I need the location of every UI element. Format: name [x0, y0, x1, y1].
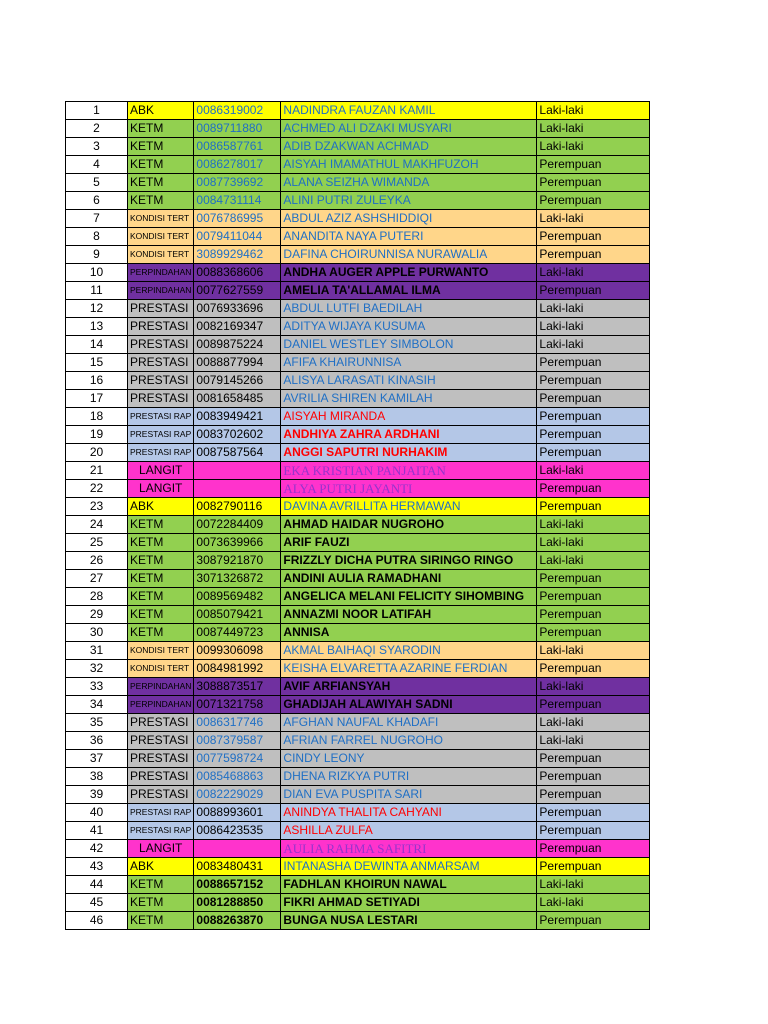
student-name-cell[interactable]: FRIZZLY DICHA PUTRA SIRINGO RINGO [281, 552, 537, 570]
student-id-cell[interactable]: 0086317746 [194, 714, 281, 732]
category-cell[interactable]: KETM [128, 138, 194, 156]
category-cell[interactable]: PRESTASI [128, 714, 194, 732]
category-cell[interactable]: PRESTASI RAP [128, 426, 194, 444]
gender-cell[interactable]: Laki-laki [537, 462, 650, 480]
student-name-cell[interactable]: AMELIA TA'ALLAMAL ILMA [281, 282, 537, 300]
category-cell[interactable]: PRESTASI [128, 390, 194, 408]
student-name-cell[interactable]: ANNISA [281, 624, 537, 642]
category-cell[interactable]: PRESTASI RAP [128, 804, 194, 822]
category-cell[interactable]: KETM [128, 516, 194, 534]
student-id-cell[interactable]: 0083702602 [194, 426, 281, 444]
row-number-cell[interactable]: 2 [66, 120, 128, 138]
row-number-cell[interactable]: 35 [66, 714, 128, 732]
student-id-cell[interactable]: 3088873517 [194, 678, 281, 696]
row-number-cell[interactable]: 3 [66, 138, 128, 156]
category-cell[interactable]: PRESTASI [128, 318, 194, 336]
gender-cell[interactable]: Perempuan [537, 570, 650, 588]
student-id-cell[interactable]: 0071321758 [194, 696, 281, 714]
student-id-cell[interactable]: 0081288850 [194, 894, 281, 912]
table-row [66, 282, 650, 300]
gender-cell[interactable]: Perempuan [537, 480, 650, 498]
student-name-cell[interactable]: AVRILIA SHIREN KAMILAH [281, 390, 537, 408]
table-row [66, 102, 650, 120]
student-table [65, 101, 650, 930]
row-number-cell[interactable]: 46 [66, 912, 128, 930]
gender-cell[interactable]: Perempuan [537, 768, 650, 786]
student-id-cell[interactable]: 0085079421 [194, 606, 281, 624]
table-row [66, 894, 650, 912]
student-id-cell[interactable]: 3087921870 [194, 552, 281, 570]
category-cell[interactable]: KETM [128, 912, 194, 930]
student-id-cell[interactable] [194, 480, 281, 498]
table-row [66, 426, 650, 444]
gender-cell[interactable]: Laki-laki [537, 264, 650, 282]
student-id-cell[interactable]: 0079145266 [194, 372, 281, 390]
row-number-cell[interactable]: 13 [66, 318, 128, 336]
gender-cell[interactable]: Laki-laki [537, 678, 650, 696]
category-cell[interactable]: KETM [128, 588, 194, 606]
student-name-cell[interactable]: INTANASHA DEWINTA ANMARSAM [281, 858, 537, 876]
student-name-cell[interactable]: ANNAZMI NOOR LATIFAH [281, 606, 537, 624]
gender-cell[interactable]: Perempuan [537, 912, 650, 930]
gender-cell[interactable]: Perempuan [537, 498, 650, 516]
category-cell[interactable]: PRESTASI [128, 372, 194, 390]
category-cell[interactable]: PRESTASI RAP [128, 822, 194, 840]
gender-cell[interactable]: Perempuan [537, 426, 650, 444]
student-id-cell[interactable]: 0086423535 [194, 822, 281, 840]
student-name-cell[interactable]: AISYAH IMAMATHUL MAKHFUZOH [281, 156, 537, 174]
student-id-cell[interactable]: 0084731114 [194, 192, 281, 210]
table-row [66, 804, 650, 822]
student-name-cell[interactable]: DAVINA AVRILLITA HERMAWAN [281, 498, 537, 516]
student-id-cell[interactable]: 0087739692 [194, 174, 281, 192]
student-name-cell[interactable]: ACHMED ALI DZAKI MUSYARI [281, 120, 537, 138]
table-row [66, 858, 650, 876]
table-row [66, 408, 650, 426]
row-number-cell[interactable]: 12 [66, 300, 128, 318]
table-row [66, 354, 650, 372]
gender-cell[interactable]: Laki-laki [537, 102, 650, 120]
row-number-cell[interactable]: 9 [66, 246, 128, 264]
row-number-cell[interactable]: 41 [66, 822, 128, 840]
student-name-cell[interactable]: DAFINA CHOIRUNNISA NURAWALIA [281, 246, 537, 264]
gender-cell[interactable]: Perempuan [537, 174, 650, 192]
row-number-cell[interactable]: 19 [66, 426, 128, 444]
gender-cell[interactable]: Perempuan [537, 156, 650, 174]
student-name-cell[interactable]: DHENA RIZKYA PUTRI [281, 768, 537, 786]
student-name-cell[interactable]: KEISHA ELVARETTA AZARINE FERDIAN [281, 660, 537, 678]
row-number-cell[interactable]: 20 [66, 444, 128, 462]
student-name-cell[interactable]: ANDHIYA ZAHRA ARDHANI [281, 426, 537, 444]
row-number-cell[interactable]: 6 [66, 192, 128, 210]
student-id-cell[interactable]: 0088263870 [194, 912, 281, 930]
student-id-cell[interactable]: 0084981992 [194, 660, 281, 678]
row-number-cell[interactable]: 5 [66, 174, 128, 192]
student-id-cell[interactable] [194, 462, 281, 480]
table-row [66, 336, 650, 354]
student-id-cell[interactable]: 0089875224 [194, 336, 281, 354]
student-name-cell[interactable]: FIKRI AHMAD SETIYADI [281, 894, 537, 912]
table-row [66, 606, 650, 624]
category-cell[interactable]: LANGIT [128, 480, 194, 498]
row-number-cell[interactable]: 28 [66, 588, 128, 606]
table-row [66, 642, 650, 660]
student-name-cell[interactable]: ASHILLA ZULFA [281, 822, 537, 840]
gender-cell[interactable]: Perempuan [537, 840, 650, 858]
student-id-cell[interactable]: 0088993601 [194, 804, 281, 822]
student-id-cell[interactable]: 0082229029 [194, 786, 281, 804]
row-number-cell[interactable]: 11 [66, 282, 128, 300]
category-cell[interactable]: PRESTASI [128, 768, 194, 786]
gender-cell[interactable]: Laki-laki [537, 300, 650, 318]
student-id-cell[interactable]: 0086587761 [194, 138, 281, 156]
table-row [66, 768, 650, 786]
row-number-cell[interactable]: 10 [66, 264, 128, 282]
category-cell[interactable]: PRESTASI [128, 786, 194, 804]
student-id-cell[interactable]: 0087379587 [194, 732, 281, 750]
gender-cell[interactable]: Perempuan [537, 408, 650, 426]
category-cell[interactable]: KETM [128, 570, 194, 588]
gender-cell[interactable]: Laki-laki [537, 516, 650, 534]
gender-cell[interactable]: Laki-laki [537, 120, 650, 138]
category-cell[interactable]: ABK [128, 102, 194, 120]
table-row [66, 174, 650, 192]
student-name-cell[interactable]: AULIA RAHMA SAFITRI [281, 840, 537, 858]
student-name-cell[interactable]: ALISYA LARASATI KINASIH [281, 372, 537, 390]
row-number-cell[interactable]: 15 [66, 354, 128, 372]
table-row [66, 696, 650, 714]
table-row [66, 120, 650, 138]
row-number-cell[interactable]: 26 [66, 552, 128, 570]
student-name-cell[interactable]: ABDUL AZIZ ASHSHIDDIQI [281, 210, 537, 228]
table-row [66, 138, 650, 156]
table-row [66, 516, 650, 534]
gender-cell[interactable]: Laki-laki [537, 894, 650, 912]
gender-cell[interactable]: Perempuan [537, 372, 650, 390]
row-number-cell[interactable]: 30 [66, 624, 128, 642]
gender-cell[interactable]: Laki-laki [537, 876, 650, 894]
table-row [66, 876, 650, 894]
category-cell[interactable]: KETM [128, 624, 194, 642]
row-number-cell[interactable]: 22 [66, 480, 128, 498]
gender-cell[interactable]: Perempuan [537, 606, 650, 624]
table-row [66, 534, 650, 552]
student-id-cell[interactable]: 0088877994 [194, 354, 281, 372]
student-id-cell[interactable]: 0082790116 [194, 498, 281, 516]
student-id-cell[interactable]: 3071326872 [194, 570, 281, 588]
table-row [66, 714, 650, 732]
student-name-cell[interactable]: ALYA PUTRI JAYANTI [281, 480, 537, 498]
category-cell[interactable]: KONDISI TERT [128, 246, 194, 264]
student-name-cell[interactable]: ANINDYA THALITA CAHYANI [281, 804, 537, 822]
student-id-cell[interactable]: 3089929462 [194, 246, 281, 264]
student-name-cell[interactable]: AHMAD HAIDAR NUGROHO [281, 516, 537, 534]
student-id-cell[interactable]: 0077627559 [194, 282, 281, 300]
student-name-cell[interactable]: AVIF ARFIANSYAH [281, 678, 537, 696]
category-cell[interactable]: KONDISI TERT [128, 228, 194, 246]
category-cell[interactable]: KETM [128, 606, 194, 624]
student-id-cell[interactable]: 0086319002 [194, 102, 281, 120]
student-name-cell[interactable]: NADINDRA FAUZAN KAMIL [281, 102, 537, 120]
row-number-cell[interactable]: 24 [66, 516, 128, 534]
row-number-cell[interactable]: 21 [66, 462, 128, 480]
category-cell[interactable]: PERPINDAHAN [128, 282, 194, 300]
gender-cell[interactable]: Perempuan [537, 858, 650, 876]
student-name-cell[interactable]: AFGHAN NAUFAL KHADAFI [281, 714, 537, 732]
row-number-cell[interactable]: 32 [66, 660, 128, 678]
table-row [66, 264, 650, 282]
row-number-cell[interactable]: 23 [66, 498, 128, 516]
category-cell[interactable]: LANGIT [128, 462, 194, 480]
student-name-cell[interactable]: CINDY LEONY [281, 750, 537, 768]
row-number-cell[interactable]: 4 [66, 156, 128, 174]
table-row [66, 372, 650, 390]
category-cell[interactable]: KETM [128, 120, 194, 138]
table-row [66, 732, 650, 750]
student-id-cell[interactable]: 0081658485 [194, 390, 281, 408]
row-number-cell[interactable]: 42 [66, 840, 128, 858]
category-cell[interactable]: KETM [128, 174, 194, 192]
category-cell[interactable]: PRESTASI [128, 300, 194, 318]
table-row [66, 318, 650, 336]
category-cell[interactable]: PRESTASI [128, 750, 194, 768]
row-number-cell[interactable]: 40 [66, 804, 128, 822]
student-id-cell[interactable]: 0085468863 [194, 768, 281, 786]
category-cell[interactable]: KETM [128, 156, 194, 174]
student-name-cell[interactable]: FADHLAN KHOIRUN NAWAL [281, 876, 537, 894]
category-cell[interactable]: KONDISI TERT [128, 660, 194, 678]
student-id-cell[interactable]: 0083480431 [194, 858, 281, 876]
student-id-cell[interactable]: 0076933696 [194, 300, 281, 318]
row-number-cell[interactable]: 8 [66, 228, 128, 246]
student-id-cell[interactable]: 0088368606 [194, 264, 281, 282]
table-row [66, 912, 650, 930]
table-row [66, 228, 650, 246]
table-row [66, 840, 650, 858]
table-row [66, 570, 650, 588]
row-number-cell[interactable]: 34 [66, 696, 128, 714]
gender-cell[interactable]: Laki-laki [537, 534, 650, 552]
row-number-cell[interactable]: 18 [66, 408, 128, 426]
row-number-cell[interactable]: 16 [66, 372, 128, 390]
category-cell[interactable]: KONDISI TERT [128, 642, 194, 660]
table-row [66, 624, 650, 642]
gender-cell[interactable]: Perempuan [537, 804, 650, 822]
row-number-cell[interactable]: 45 [66, 894, 128, 912]
gender-cell[interactable]: Perempuan [537, 246, 650, 264]
row-number-cell[interactable]: 39 [66, 786, 128, 804]
gender-cell[interactable]: Laki-laki [537, 210, 650, 228]
student-id-cell[interactable]: 0072284409 [194, 516, 281, 534]
row-number-cell[interactable]: 1 [66, 102, 128, 120]
student-id-cell[interactable]: 0076786995 [194, 210, 281, 228]
student-name-cell[interactable]: AISYAH MIRANDA [281, 408, 537, 426]
student-name-cell[interactable]: ANGGI SAPUTRI NURHAKIM [281, 444, 537, 462]
gender-cell[interactable]: Laki-laki [537, 732, 650, 750]
gender-cell[interactable]: Perempuan [537, 228, 650, 246]
student-id-cell[interactable]: 0073639966 [194, 534, 281, 552]
row-number-cell[interactable]: 43 [66, 858, 128, 876]
table-row [66, 822, 650, 840]
gender-cell[interactable]: Laki-laki [537, 714, 650, 732]
student-id-cell[interactable] [194, 840, 281, 858]
student-id-cell[interactable]: 0087449723 [194, 624, 281, 642]
student-name-cell[interactable]: ALINI PUTRI ZULEYKA [281, 192, 537, 210]
student-id-cell[interactable]: 0089569482 [194, 588, 281, 606]
table-row [66, 498, 650, 516]
table-row [66, 192, 650, 210]
student-name-cell[interactable]: ADIB DZAKWAN ACHMAD [281, 138, 537, 156]
gender-cell[interactable]: Perempuan [537, 624, 650, 642]
category-cell[interactable]: PRESTASI [128, 354, 194, 372]
student-name-cell[interactable]: DIAN EVA PUSPITA SARI [281, 786, 537, 804]
table-row [66, 210, 650, 228]
student-id-cell[interactable]: 0089711880 [194, 120, 281, 138]
table-row [66, 156, 650, 174]
student-id-cell[interactable]: 0082169347 [194, 318, 281, 336]
table-row [66, 588, 650, 606]
category-cell[interactable]: KETM [128, 552, 194, 570]
student-name-cell[interactable]: DANIEL WESTLEY SIMBOLON [281, 336, 537, 354]
row-number-cell[interactable]: 27 [66, 570, 128, 588]
student-id-cell[interactable]: 0087587564 [194, 444, 281, 462]
gender-cell[interactable]: Perempuan [537, 660, 650, 678]
gender-cell[interactable]: Perempuan [537, 354, 650, 372]
category-cell[interactable]: PERPINDAHAN [128, 696, 194, 714]
gender-cell[interactable]: Perempuan [537, 696, 650, 714]
gender-cell[interactable]: Laki-laki [537, 642, 650, 660]
category-cell[interactable]: ABK [128, 498, 194, 516]
gender-cell[interactable]: Perempuan [537, 588, 650, 606]
row-number-cell[interactable]: 33 [66, 678, 128, 696]
student-name-cell[interactable]: ABDUL LUTFI BAEDILAH [281, 300, 537, 318]
student-name-cell[interactable]: ANGELICA MELANI FELICITY SIHOMBING [281, 588, 537, 606]
student-name-cell[interactable]: AKMAL BAIHAQI SYARODIN [281, 642, 537, 660]
category-cell[interactable]: PRESTASI RAP [128, 408, 194, 426]
gender-cell[interactable]: Laki-laki [537, 138, 650, 156]
row-number-cell[interactable]: 38 [66, 768, 128, 786]
category-cell[interactable]: KETM [128, 876, 194, 894]
student-id-cell[interactable]: 0099306098 [194, 642, 281, 660]
student-id-cell[interactable]: 0088657152 [194, 876, 281, 894]
category-cell[interactable]: ABK [128, 858, 194, 876]
student-id-cell[interactable]: 0083949421 [194, 408, 281, 426]
gender-cell[interactable]: Laki-laki [537, 318, 650, 336]
category-cell[interactable]: PERPINDAHAN [128, 264, 194, 282]
table-row [66, 480, 650, 498]
row-number-cell[interactable]: 36 [66, 732, 128, 750]
table-row [66, 462, 650, 480]
table-row [66, 678, 650, 696]
row-number-cell[interactable]: 7 [66, 210, 128, 228]
gender-cell[interactable]: Perempuan [537, 786, 650, 804]
student-id-cell[interactable]: 0086278017 [194, 156, 281, 174]
category-cell[interactable]: KETM [128, 894, 194, 912]
student-name-cell[interactable]: AFRIAN FARREL NUGROHO [281, 732, 537, 750]
student-name-cell[interactable]: ANANDITA NAYA PUTERI [281, 228, 537, 246]
gender-cell[interactable]: Perempuan [537, 750, 650, 768]
table-row [66, 660, 650, 678]
table-row [66, 750, 650, 768]
category-cell[interactable]: LANGIT [128, 840, 194, 858]
student-name-cell[interactable]: ALANA SEIZHA WIMANDA [281, 174, 537, 192]
student-table-body [66, 102, 650, 930]
row-number-cell[interactable]: 37 [66, 750, 128, 768]
row-number-cell[interactable]: 14 [66, 336, 128, 354]
gender-cell[interactable]: Perempuan [537, 390, 650, 408]
gender-cell[interactable]: Laki-laki [537, 552, 650, 570]
gender-cell[interactable]: Perempuan [537, 192, 650, 210]
gender-cell[interactable]: Perempuan [537, 822, 650, 840]
gender-cell[interactable]: Perempuan [537, 444, 650, 462]
category-cell[interactable]: KONDISI TERT [128, 210, 194, 228]
student-name-cell[interactable]: ANDINI AULIA RAMADHANI [281, 570, 537, 588]
gender-cell[interactable]: Perempuan [537, 282, 650, 300]
student-name-cell[interactable]: ANDHA AUGER APPLE PURWANTO [281, 264, 537, 282]
row-number-cell[interactable]: 44 [66, 876, 128, 894]
table-row [66, 390, 650, 408]
row-number-cell[interactable]: 31 [66, 642, 128, 660]
student-name-cell[interactable]: ADITYA WIJAYA KUSUMA [281, 318, 537, 336]
row-number-cell[interactable]: 29 [66, 606, 128, 624]
category-cell[interactable]: PRESTASI [128, 336, 194, 354]
row-number-cell[interactable]: 17 [66, 390, 128, 408]
table-row [66, 552, 650, 570]
table-row [66, 444, 650, 462]
student-name-cell[interactable]: BUNGA NUSA LESTARI [281, 912, 537, 930]
gender-cell[interactable]: Laki-laki [537, 336, 650, 354]
table-row [66, 300, 650, 318]
category-cell[interactable]: KETM [128, 534, 194, 552]
category-cell[interactable]: PRESTASI RAP [128, 444, 194, 462]
category-cell[interactable]: PERPINDAHAN [128, 678, 194, 696]
student-name-cell[interactable]: EKA KRISTIAN PANJAITAN [281, 462, 537, 480]
student-name-cell[interactable]: ARIF FAUZI [281, 534, 537, 552]
student-id-cell[interactable]: 0079411044 [194, 228, 281, 246]
category-cell[interactable]: PRESTASI [128, 732, 194, 750]
student-id-cell[interactable]: 0077598724 [194, 750, 281, 768]
table-row [66, 786, 650, 804]
table-row [66, 246, 650, 264]
row-number-cell[interactable]: 25 [66, 534, 128, 552]
category-cell[interactable]: KETM [128, 192, 194, 210]
student-name-cell[interactable]: AFIFA KHAIRUNNISA [281, 354, 537, 372]
student-name-cell[interactable]: GHADIJAH ALAWIYAH SADNI [281, 696, 537, 714]
